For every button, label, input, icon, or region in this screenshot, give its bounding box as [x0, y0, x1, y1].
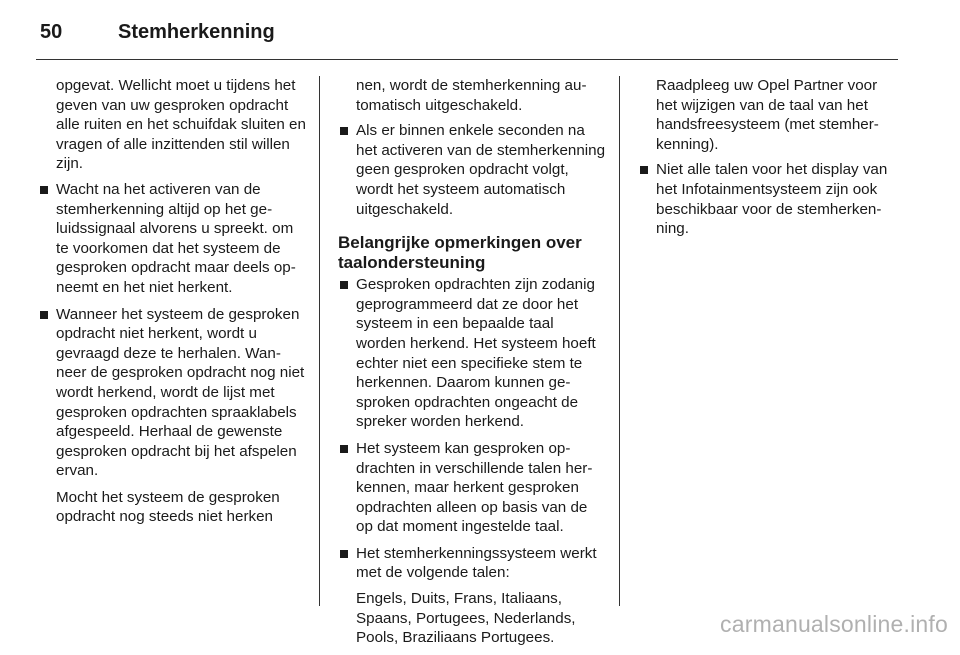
column-1 [38, 76, 306, 533]
list-item [38, 180, 306, 298]
list-item-text: Wacht na het activeren van de stemherkenning altijd op het geluidssignaal alvorens u spreekt. om te voorkomen dat het systeem de gesproken opdracht maar deels opneemt en het niet herkent. [56, 180, 296, 296]
list-item-text: Gesproken opdrachten zijn zodanig geprogrammeerd dat ze door het systeem in een bepaalde taal worden herkend. Het systeem hoeft echter niet een specifieke stem te herkennen. Daarom kunnen gesproken opdrachten ongeacht de spreker worden herkend. [356, 276, 596, 431]
square-bullet-icon [340, 550, 348, 558]
list-item [338, 439, 606, 537]
page-number: 50 [40, 21, 63, 43]
subheading: Belangrijke opmerkingen over taalondersteuning [338, 233, 582, 273]
list-item-text: Het stemherkenningssysteem werkt met de volgende talen: [356, 544, 597, 582]
list-item [338, 544, 606, 648]
column-divider [619, 76, 620, 606]
section-title: Stemherkenning [118, 21, 275, 43]
column-divider [319, 76, 320, 606]
square-bullet-icon [40, 311, 48, 319]
continued-paragraph: opgevat. Wellicht moet u tijdens het geven van uw gesproken opdracht alle ruiten en het schuifdak sluiten en vragen of alle inzittenden stil willen zijn. [56, 77, 306, 173]
list-item-text: Het systeem kan gesproken opdrachten in verschillende talen herkennen, maar herkent gesproken opdrachten alleen op basis van de op dat moment ingestelde taal. [356, 439, 593, 536]
square-bullet-icon [340, 127, 348, 135]
column-3 [638, 76, 900, 246]
continued-paragraph: Raadpleeg uw Opel Partner voor het wijzigen van de taal van het handsfreesysteem (met stemherkenning). [656, 77, 879, 153]
bullet-list [638, 160, 900, 238]
square-bullet-icon [340, 445, 348, 453]
header-rule [36, 59, 898, 60]
watermark: carmanualsonline.info [720, 611, 948, 637]
bullet-list [338, 121, 606, 219]
square-bullet-icon [640, 166, 648, 174]
bullet-list [38, 180, 306, 481]
trailing-paragraph: Mocht het systeem de gesproken opdracht nog steeds niet herken [56, 488, 280, 526]
list-item-text: Wanneer het systeem de gesproken opdracht niet herkent, wordt u gevraagd deze te herhalen. Wanneer de gesproken opdracht nog niet wordt herkend, wordt de lijst met gesproken opdrachten spraaklabels afgespeeld. Herhaal de gewenste gesproken opdracht bij het afspelen ervan. [56, 305, 305, 480]
continued-paragraph: nen, wordt de stemherkenning automatisch uitgeschakeld. [356, 77, 587, 114]
list-item [338, 121, 606, 219]
column-2 [338, 76, 606, 655]
list-item [38, 305, 306, 481]
square-bullet-icon [40, 186, 48, 194]
list-item [638, 160, 900, 238]
list-item-text: Niet alle talen voor het display van het Infotainmentsysteem zijn ook beschikbaar voor de stemherkenning. [656, 161, 888, 238]
list-item [338, 275, 606, 432]
list-item-text: Als er binnen enkele seconden na het activeren van de stemherkenning geen gesproken opdracht volgt, wordt het systeem automatisch uitgeschakeld. [356, 122, 606, 218]
languages-text: Engels, Duits, Frans, Italiaans, Spaans, Portugees, Nederlands, Pools, Braziliaans Portugees. [356, 590, 576, 647]
square-bullet-icon [340, 281, 348, 289]
bullet-list [338, 275, 606, 648]
page-header [0, 0, 960, 60]
